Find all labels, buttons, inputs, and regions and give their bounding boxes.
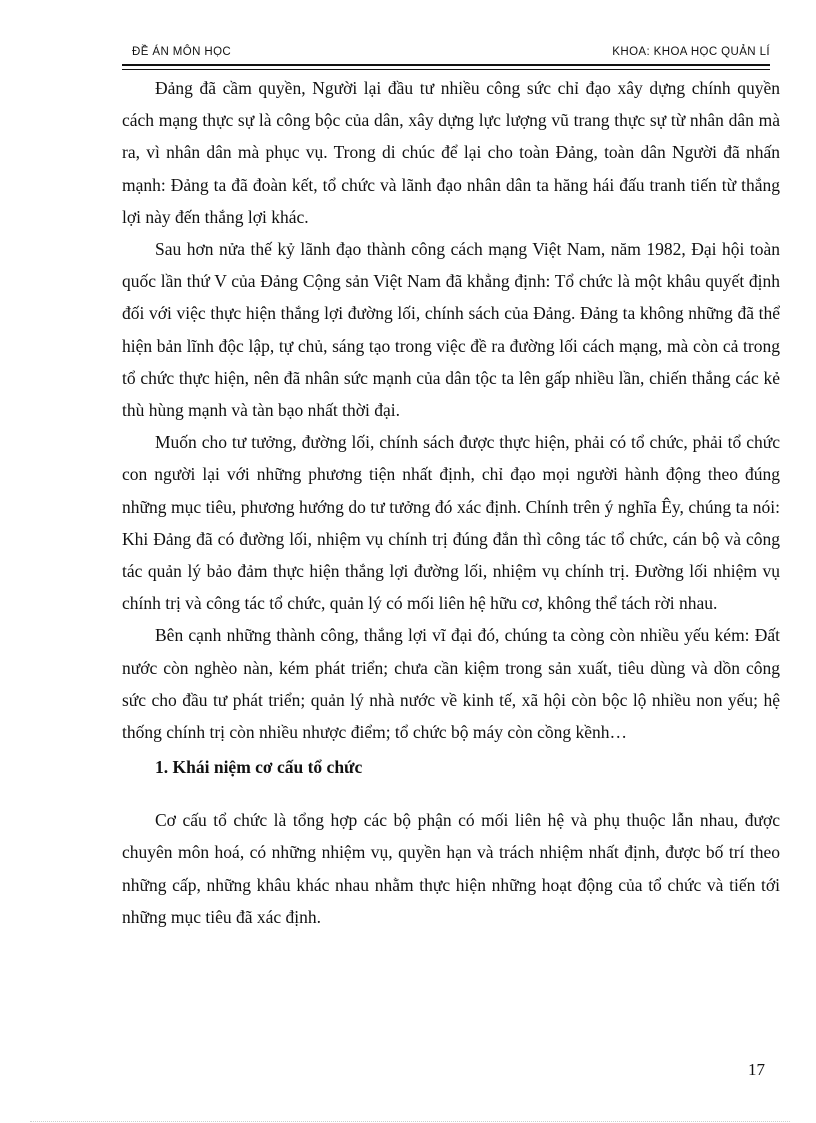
body-paragraph-1: Đảng đã cầm quyền, Người lại đầu tư nhiều công sức chỉ đạo xây dựng chính quyền cách mạng thực sự là công bộc của dân, xây dựng lực lượng vũ trang thực sự từ nhân dân mà ra, vì nhân dân mà phục vụ. Trong di chúc để lại cho toàn Đảng, toàn dân Người đã nhấn mạnh: Đảng ta đã đoàn kết, tổ chức và lãnh đạo nhân dân ta hăng hái đấu tranh tiến từ thắng lợi này đến thắng lợi khác.: [122, 78, 780, 227]
header-course-label: ĐỀ ÁN MÔN HỌC: [132, 46, 232, 58]
page-body: [122, 72, 780, 933]
page-header: [122, 44, 770, 64]
body-paragraph-3: Muốn cho tư tưởng, đường lối, chính sách được thực hiện, phải có tổ chức, phải tổ chức con người lại với những phương tiện nhất định, chỉ đạo mọi người hành động theo đúng những mục tiêu, phương hướng do tư tưởng đó xác định. Chính trên ý nghĩa Êy, chúng ta nói: Khi Đảng đã có đường lối, nhiệm vụ chính trị đúng đắn thì công tác tổ chức, cán bộ và công tác quản lý bảo đảm thực hiện thắng lợi đường lối, nhiệm vụ chính trị. Đường lối nhiệm vụ chính trị và công tác tổ chức, quản lý có mối liên hệ hữu cơ, không thể tách rời nhau.: [122, 432, 780, 614]
body-paragraph-4: Bên cạnh những thành công, thắng lợi vĩ đại đó, chúng ta còng còn nhiều yếu kém: Đất nước còn nghèo nàn, kém phát triển; chưa cần kiệm trong sản xuất, tiêu dùng và dồn công sức cho đầu tư phát triển; quản lý nhà nước về kinh tế, xã hội còn bộc lộ nhiều non yếu; hệ thống chính trị còn nhiều nhược điểm; tổ chức bộ máy còn cồng kềnh…: [122, 625, 780, 743]
header-rule-thick: [122, 64, 770, 66]
section-heading: 1. Khái niệm cơ cấu tổ chức: [155, 757, 363, 778]
header-faculty-label: KHOA: KHOA HỌC QUẢN LÍ: [612, 46, 770, 58]
page-bottom-border: [30, 1121, 790, 1122]
page-number: 17: [748, 1060, 765, 1079]
body-paragraph-2: Sau hơn nửa thế kỷ lãnh đạo thành công cách mạng Việt Nam, năm 1982, Đại hội toàn quốc lần thứ V của Đảng Cộng sản Việt Nam đã khẳng định: Tổ chức là một khâu quyết định đối với việc thực hiện thắng lợi đường lối, chính sách của Đảng. Đảng ta không những đã thể hiện bản lĩnh độc lập, tự chủ, sáng tạo trong việc đề ra đường lối cách mạng, mà còn cả trong tổ chức thực hiện, nên đã nhân sức mạnh của dân tộc ta lên gấp nhiều lần, chiến thắng các kẻ thù hùng mạnh và tàn bạo nhất thời đại.: [122, 239, 780, 421]
section-paragraph: Cơ cấu tổ chức là tổng hợp các bộ phận có mối liên hệ và phụ thuộc lẫn nhau, được chuyên môn hoá, có những nhiệm vụ, quyền hạn và trách nhiệm nhất định, được bố trí theo những cấp, những khâu khác nhau nhằm thực hiện những hoạt động của tổ chức và tiến tới những mục tiêu đã xác định.: [122, 810, 780, 927]
header-rule-thin: [122, 69, 770, 70]
